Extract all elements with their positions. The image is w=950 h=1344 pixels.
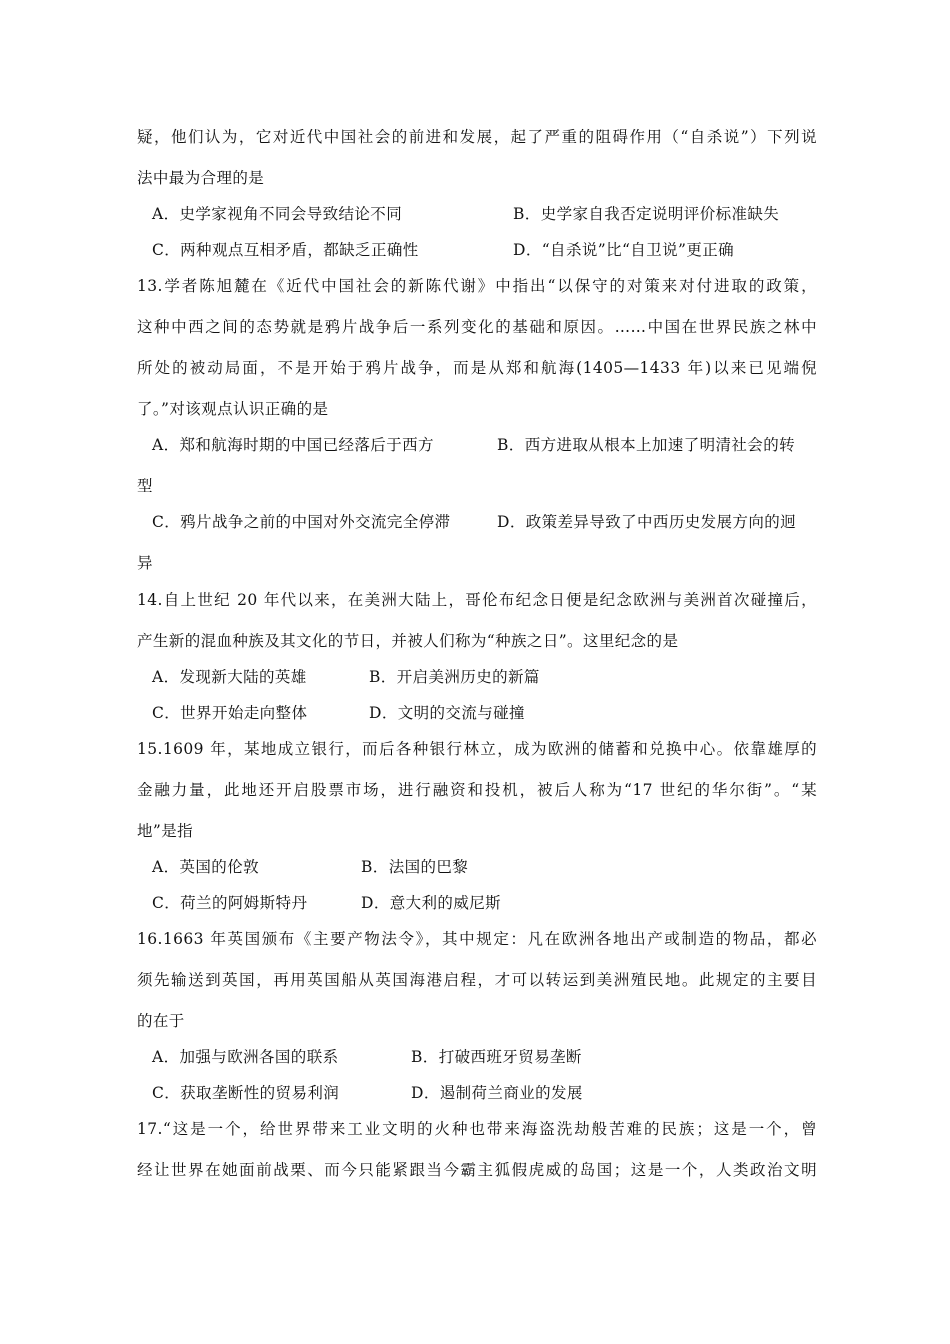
q13-stem-line-4: 了。”对该观点认识正确的是 — [137, 400, 329, 418]
q15-stem-line-2: 金融力量，此地还开启股票市场，进行融资和投机，被后人称为“17 世纪的华尔街”。“某 — [137, 781, 817, 799]
q14-option-b: B．开启美洲历史的新篇 — [369, 668, 540, 686]
q15-option-b: B．法国的巴黎 — [361, 858, 469, 876]
q16-stem-line-1: 16.1663 年英国颁布《主要产物法令》，其中规定：凡在欧洲各地出产或制造的物品，都必 — [137, 930, 817, 948]
q14-option-a: A．发现新大陆的英雄 — [152, 668, 307, 686]
q17-stem-line-2: 经让世界在她面前战栗、而今只能紧跟当今霸主狐假虎威的岛国；这是一个，人类政治文明 — [137, 1161, 817, 1179]
q13-option-b-continued: 型 — [137, 477, 153, 495]
q16-option-c: C．获取垄断性的贸易利润 — [152, 1084, 340, 1102]
q15-option-a: A．英国的伦敦 — [152, 858, 259, 876]
q16-option-b: B．打破西班牙贸易垄断 — [411, 1048, 582, 1066]
q13-stem-line-3: 所处的被动局面，不是开始于鸦片战争，而是从郑和航海(1405—1433 年)以来已见端倪 — [137, 359, 817, 377]
q15-option-d: D．意大利的威尼斯 — [361, 894, 502, 912]
q14-stem-line-1: 14.自上世纪 20 年代以来，在美洲大陆上，哥伦布纪念日便是纪念欧洲与美洲首次碰撞后， — [137, 591, 817, 609]
q13-option-c: C．鸦片战争之前的中国对外交流完全停滞 — [152, 513, 451, 531]
q12-option-c: C．两种观点互相矛盾，都缺乏正确性 — [152, 241, 419, 259]
q14-stem-line-2: 产生新的混血种族及其文化的节日，并被人们称为“种族之日”。这里纪念的是 — [137, 632, 679, 650]
q13-option-b: B．西方进取从根本上加速了明清社会的转 — [497, 436, 795, 454]
q13-stem-line-1: 13.学者陈旭麓在《近代中国社会的新陈代谢》中指出“以保守的对策来对付进取的政策， — [137, 277, 817, 295]
q15-stem-line-1: 15.1609 年，某地成立银行，而后各种银行林立，成为欧洲的储蓄和兑换中心。依靠雄厚的 — [137, 740, 817, 758]
q13-option-d: D．政策差异导致了中西历史发展方向的迥 — [497, 513, 797, 531]
q13-stem-line-2: 这种中西之间的态势就是鸦片战争后一系列变化的基础和原因。……中国在世界民族之林中 — [137, 318, 817, 336]
q14-option-c: C．世界开始走向整体 — [152, 704, 308, 722]
q15-option-c: C．荷兰的阿姆斯特丹 — [152, 894, 308, 912]
q12-option-d: D．“自杀说”比“自卫说”更正确 — [513, 241, 735, 259]
q16-stem-line-3: 的在于 — [137, 1012, 185, 1030]
q13-option-a: A．郑和航海时期的中国已经落后于西方 — [152, 436, 434, 454]
q16-option-d: D．遏制荷兰商业的发展 — [411, 1084, 583, 1102]
q16-stem-line-2: 须先输送到英国，再用英国船从英国海港启程，才可以转运到美洲殖民地。此规定的主要目 — [137, 971, 817, 989]
q12-option-a: A．史学家视角不同会导致结论不同 — [152, 205, 403, 223]
q14-option-d: D．文明的交流与碰撞 — [369, 704, 525, 722]
q12-stem-line-2: 法中最为合理的是 — [137, 169, 265, 187]
q12-stem-line-1: 疑，他们认为，它对近代中国社会的前进和发展，起了严重的阻碍作用（“自杀说”）下列说 — [137, 128, 817, 146]
q15-stem-line-3: 地”是指 — [137, 822, 194, 840]
q12-option-b: B．史学家自我否定说明评价标准缺失 — [513, 205, 780, 223]
q16-option-a: A．加强与欧洲各国的联系 — [152, 1048, 339, 1066]
q13-option-d-continued: 异 — [137, 554, 153, 572]
q17-stem-line-1: 17.“这是一个，给世界带来工业文明的火种也带来海盗洗劫般苦难的民族；这是一个，曾 — [137, 1120, 817, 1138]
